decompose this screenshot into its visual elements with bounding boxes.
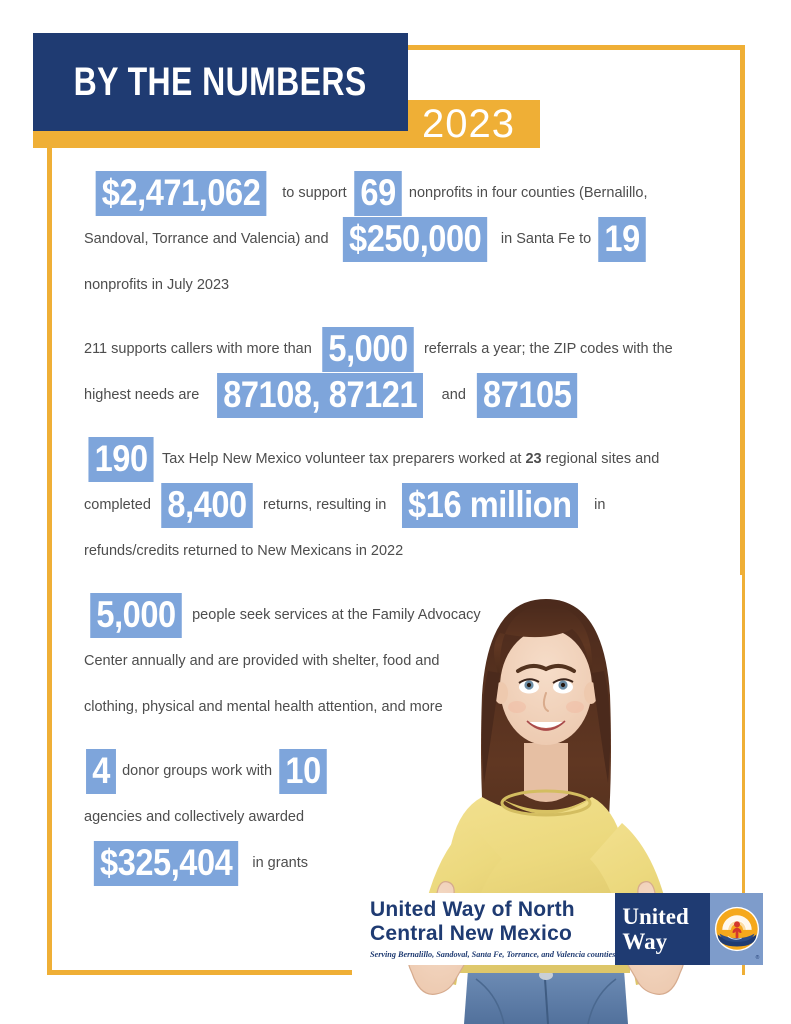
stat-value-referrals: 5,000 xyxy=(322,327,414,372)
stat-text-3-1: people seek services at the Family Advocacy Center annually and are provided with shelter, food and clothing, physical and mental health attention, and more xyxy=(84,607,481,715)
brand-word-way: Way xyxy=(622,929,668,954)
logo-tagline: Serving Bernalillo, Sandoval, Santa Fe, Torrance, and Valencia counties xyxy=(370,949,616,959)
stat-value-nonprofits-count: 69 xyxy=(354,171,402,216)
stat-value-santafe-nonprofits: 19 xyxy=(598,217,646,262)
stat-value-santafe-amount: $250,000 xyxy=(342,217,487,262)
stat-text-2-1: Tax Help New Mexico volunteer tax preparers worked at xyxy=(158,451,526,467)
stat-text-4-5: in grants xyxy=(248,855,308,871)
brand-word-united: United xyxy=(622,904,689,929)
logo-line-2: Central New Mexico xyxy=(370,921,572,945)
year-label: 2023 xyxy=(422,102,515,146)
spacer-1 xyxy=(84,308,704,326)
stat-text-2-7: in refunds/credits returned to New Mexicans in 2022 xyxy=(84,497,606,559)
stat-text-2-5: returns, resulting in xyxy=(259,497,391,513)
stat-text-1-0: 211 supports callers with more than xyxy=(84,341,316,357)
header-navy-banner xyxy=(33,33,408,131)
stats-content xyxy=(84,170,704,886)
stat-text-0-5: in Santa Fe to xyxy=(496,231,596,247)
rainbow-person-hand-glyph xyxy=(714,906,760,952)
stat-value-returns-completed: 8,400 xyxy=(161,483,253,528)
page-title: BY THE NUMBERS xyxy=(73,60,368,104)
united-way-rainbow-hand-icon xyxy=(710,893,763,965)
stat-value-refund-total: $16 million xyxy=(402,483,578,528)
stat-value-fac-people: 5,000 xyxy=(90,593,182,638)
stat-text-1-2: referrals a year; the ZIP codes with the highest needs are xyxy=(84,341,673,403)
stat-block-taxhelp xyxy=(84,436,704,574)
logo-line-1: United Way of North xyxy=(370,897,575,921)
stat-value-grants-awarded: $325,404 xyxy=(94,841,239,886)
stat-text-0-1: to support xyxy=(278,185,351,201)
stat-value-tax-preparers: 190 xyxy=(88,437,153,482)
stat-value-zipcodes-primary: 87108, 87121 xyxy=(217,373,423,418)
united-way-logo-lockup xyxy=(364,893,760,965)
spacer-3 xyxy=(84,574,704,592)
stat-block-family-advocacy xyxy=(84,592,484,730)
stat-text-0-7: nonprofits in July 2023 xyxy=(84,277,230,293)
logo-wordmark xyxy=(364,893,615,965)
stat-text-0-3: nonprofits in four counties (Bernalillo, Sandoval, Torrance and Valencia) and xyxy=(84,185,648,247)
united-way-text-block xyxy=(615,893,710,965)
registered-trademark-symbol: ® xyxy=(755,955,760,961)
spacer-4 xyxy=(84,730,704,748)
stat-text-4-3: agencies and collectively awarded xyxy=(84,809,305,825)
stat-text-2-3: regional sites and completed xyxy=(84,451,660,513)
stat-value-agencies: 10 xyxy=(279,749,327,794)
stat-value-zipcode-third: 87105 xyxy=(477,373,578,418)
united-way-brand-mark xyxy=(615,893,763,965)
stat-text-4-1: donor groups work with xyxy=(118,763,277,779)
stat-value-donor-groups: 4 xyxy=(86,749,116,794)
stat-value-regional-sites: 23 xyxy=(525,451,542,467)
year-badge xyxy=(408,100,540,148)
spacer-2 xyxy=(84,418,704,436)
stat-value-total-grants: $2,471,062 xyxy=(96,171,267,216)
stat-block-donor-groups xyxy=(84,748,374,886)
stat-block-referrals xyxy=(84,326,704,418)
stat-text-1-4: and xyxy=(437,387,470,403)
stat-block-grants xyxy=(84,170,704,308)
